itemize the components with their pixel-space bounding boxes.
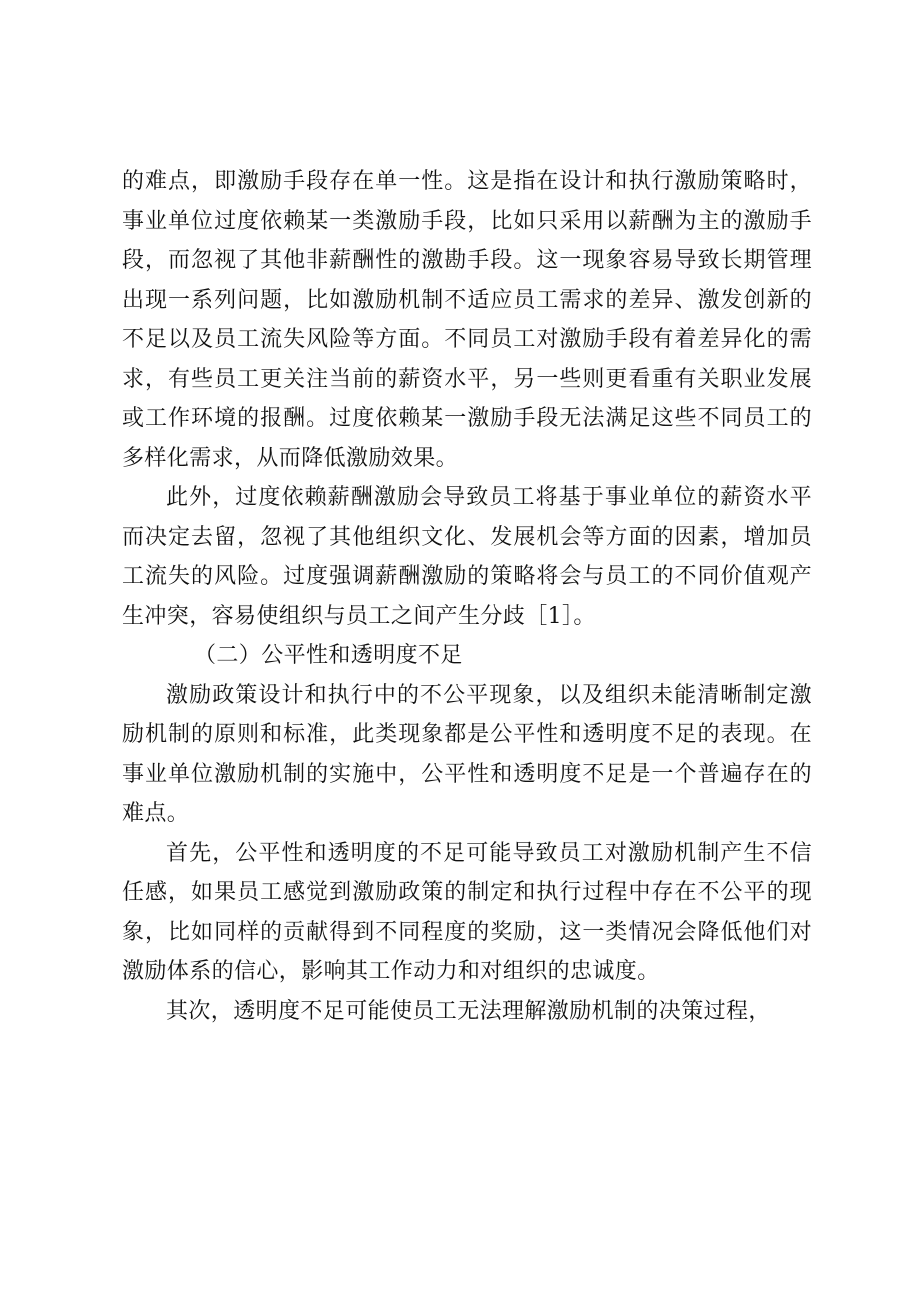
body-text bbox=[122, 162, 812, 1031]
paragraph: 激励政策设计和执行中的不公平现象，以及组织未能清晰制定激励机制的原则和标准，此类现象都是公平性和透明度不足的表现。在事业单位激励机制的实施中，公平性和透明度不足是一个普遍存在的难点。 bbox=[122, 682, 812, 826]
paragraph: 此外，过度依赖薪酬激励会导致员工将基于事业单位的薪资水平而决定去留，忽视了其他组织文化、发展机会等方面的因素，增加员工流失的风险。过度强调薪酬激励的策略将会与员工的不同价值观产生冲突，容易使组织与员工之间产生分歧［1］。 bbox=[122, 485, 812, 629]
paragraph-continuation: 的难点，即激励手段存在单一性。这是指在设计和执行激励策略时，事业单位过度依赖某一类激励手段，比如只采用以薪酬为主的激励手段，而忽视了其他非薪酬性的激勘手段。这一现象容易导致长期管理出现一系列问题，比如激励机制不适应员工需求的差异、激发创新的不足以及员工流失风险等方面。不同员工对激励手段有着差异化的需求，有些员工更关注当前的薪资水平，另一些则更看重有关职业发展或工作环境的报酬。过度依赖某一激励手段无法满足这些不同员工的多样化需求，从而降低激励效果。 bbox=[122, 169, 812, 471]
section-heading: （二）公平性和透明度不足 bbox=[194, 643, 463, 668]
paragraph: 其次，透明度不足可能使员工无法理解激励机制的决策过程， bbox=[166, 998, 771, 1024]
paragraph: 首先，公平性和透明度的不足可能导致员工对激励机制产生不信任感，如果员工感觉到激励政策的制定和执行过程中存在不公平的现象，比如同样的贡献得到不同程度的奖励，这一类情况会降低他们对激励体系的信心，影响其工作动力和对组织的忠诚度。 bbox=[122, 840, 812, 984]
